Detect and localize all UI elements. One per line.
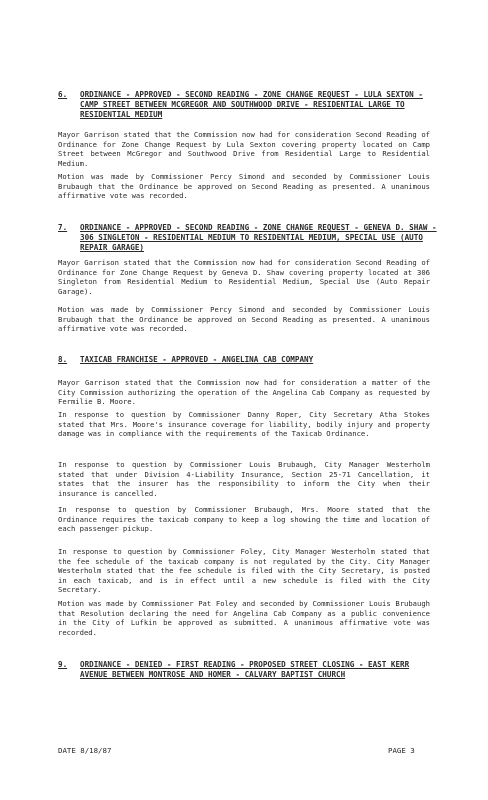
paragraph: Motion was made by Commissioner Percy Simond and seconded by Commissioner Louis Brubaugh that the Ordinance be approved on Second Reading as presented. A unanimous affirmative vote was recorded. — [58, 305, 430, 334]
item-heading: ORDINANCE - APPROVED - SECOND READING - ZONE CHANGE REQUEST - LULA SEXTON - CAMP STREET BETWEEN MCGREGOR AND SOUTHWOOD DRIVE - RESIDENTIAL LARGE TO RESIDENTIAL MEDIUM — [80, 90, 423, 119]
agenda-item-7 — [58, 223, 438, 253]
paragraph: Mayor Garrison stated that the Commission now had for consideration Second Reading of Ordinance for Zone Change Request by Lula Sexton covering property located on Camp Street between McGregor and Southwood Drive from Residential Large to Residential Medium. — [58, 130, 430, 168]
paragraph: Motion was made by Commissioner Pat Foley and seconded by Commissioner Louis Brubaugh that Resolution declaring the need for Angelina Cab Company as a public convenience in the City of Lufkin be approved as submitted. A unanimous affirmative vote was recorded. — [58, 599, 430, 637]
item-heading: ORDINANCE - APPROVED - SECOND READING - ZONE CHANGE REQUEST - GENEVA D. SHAW - 306 SINGLETON - RESIDENTIAL MEDIUM TO RESIDENTIAL MEDIUM, SPECIAL USE (AUTO REPAIR GARAGE) — [80, 223, 437, 252]
agenda-item-9 — [58, 660, 438, 680]
paragraph: Mayor Garrison stated that the Commission now had for consideration Second Reading of Ordinance for Zone Change Request by Geneva D. Shaw covering property located at 306 Singleton from Residential Medium to Residential Medium, Special Use (Auto Repair Garage). — [58, 258, 430, 296]
paragraph: In response to question by Commissioner Brubaugh, Mrs. Moore stated that the Ordinance requires the taxicab company to keep a log showing the time and location of each passenger pickup. — [58, 505, 430, 534]
footer-date: DATE 8/18/87 — [58, 746, 112, 755]
paragraph: Motion was made by Commissioner Percy Simond and seconded by Commissioner Louis Brubaugh that the Ordinance be approved on Second Reading as presented. A unanimous affirmative vote was recorded. — [58, 172, 430, 201]
paragraph: In response to question by Commissioner Louis Brubaugh, City Manager Westerholm stated that under Division 4-Liability Insurance, Section 25-71 Cancellation, it states that the insurer has the responsibility to inform the City when their insurance is cancelled. — [58, 460, 430, 498]
item-heading: TAXICAB FRANCHISE - APPROVED - ANGELINA CAB COMPANY — [80, 355, 314, 364]
paragraph: In response to question by Commissioner Danny Roper, City Secretary Atha Stokes stated that Mrs. Moore's insurance coverage for liability, bodily injury and property damage was in compliance with the requirements of the Taxicab Ordinance. — [58, 410, 430, 439]
item-number: 6. — [58, 90, 68, 99]
item-number: 9. — [58, 660, 68, 669]
item-number: 7. — [58, 223, 68, 232]
agenda-item-6 — [58, 90, 438, 120]
footer-page-number: PAGE 3 — [388, 746, 415, 755]
item-heading: ORDINANCE - DENIED - FIRST READING - PROPOSED STREET CLOSING - EAST KERR AVENUE BETWEEN MONTROSE AND HOMER - CALVARY BAPTIST CHURCH — [80, 660, 410, 679]
agenda-item-8 — [58, 355, 438, 365]
paragraph: In response to question by Commissioner Foley, City Manager Westerholm stated that the fee schedule of the taxicab company is not regulated by the City. City Manager Westerholm stated that the fee schedule is filed with the City Secretary, is posted in each taxicab, and is in effect until a new schedule is filed with the City Secretary. — [58, 547, 430, 595]
item-number: 8. — [58, 355, 68, 364]
paragraph: Mayor Garrison stated that the Commission now had for consideration a matter of the City Commission authorizing the operation of the Angelina Cab Company as requested by Fermilie B. Moore. — [58, 378, 430, 407]
